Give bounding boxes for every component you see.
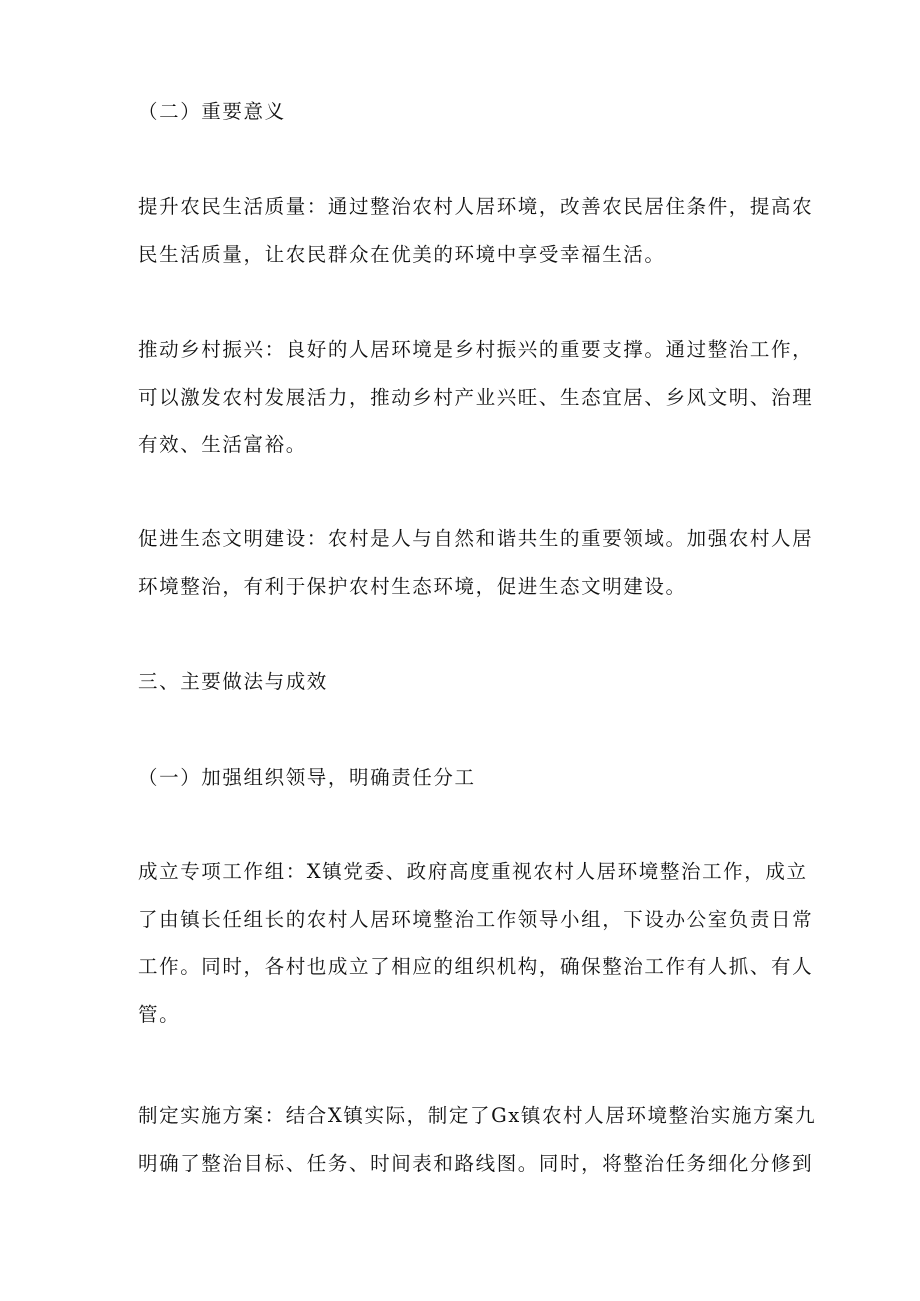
paragraph-line: 了由镇长任组长的农村人居环境整治工作领导小组，下设办公室负责日常 — [138, 907, 814, 931]
paragraph-implementation-plan — [138, 1092, 817, 1187]
paragraph-line: 可以激发农村发展活力，推动乡村产业兴旺、生态宜居、乡风文明、治理 — [138, 385, 814, 409]
chapter-heading-main-practices: 三、主要做法与成效 — [138, 670, 328, 693]
paragraph-ecological-civilization — [138, 515, 814, 610]
paragraph-line: 明确了整治目标、任务、时间表和路线图。同时，将整治任务细化分修到 — [138, 1151, 814, 1175]
paragraph-line: 工作。同时，各村也成立了相应的组织机构，确保整治工作有人抓、有人 — [138, 955, 814, 978]
paragraph-special-working-group — [138, 848, 814, 1038]
paragraph-line: 制定实施方案：结合X镇实际，制定了Gx镇农村人居环境整治实施方案九 — [138, 1104, 817, 1127]
paragraph-line: 管。 — [138, 1002, 181, 1026]
paragraph-improve-farmers-life — [138, 183, 814, 278]
paragraph-line: 民生活质量，让农民群众在优美的环境中享受幸福生活。 — [138, 242, 666, 266]
paragraph-line: 有效、生活富裕。 — [138, 433, 307, 456]
section-heading-significance: （二）重要意义 — [138, 100, 286, 123]
paragraph-line: 促进生态文明建设：农村是人与自然和谐共生的重要领域。加强农村人居 — [138, 527, 814, 550]
paragraph-line: 成立专项工作组：X镇党委、政府高度重视农村人居环境整治工作，成立 — [138, 860, 808, 883]
paragraph-line: 环境整治，有利于保护农村生态环境，促进生态文明建设。 — [138, 574, 687, 598]
paragraph-rural-revitalization — [138, 326, 814, 469]
paragraph-line: 提升农民生活质量：通过整治农村人居环境，改善农民居住条件，提高农 — [138, 195, 814, 218]
paragraph-line: 推动乡村振兴：良好的人居环境是乡村振兴的重要支撑。通过整治工作， — [138, 338, 814, 361]
subsection-heading-organization: （一）加强组织领导，明确责任分工 — [138, 766, 476, 789]
